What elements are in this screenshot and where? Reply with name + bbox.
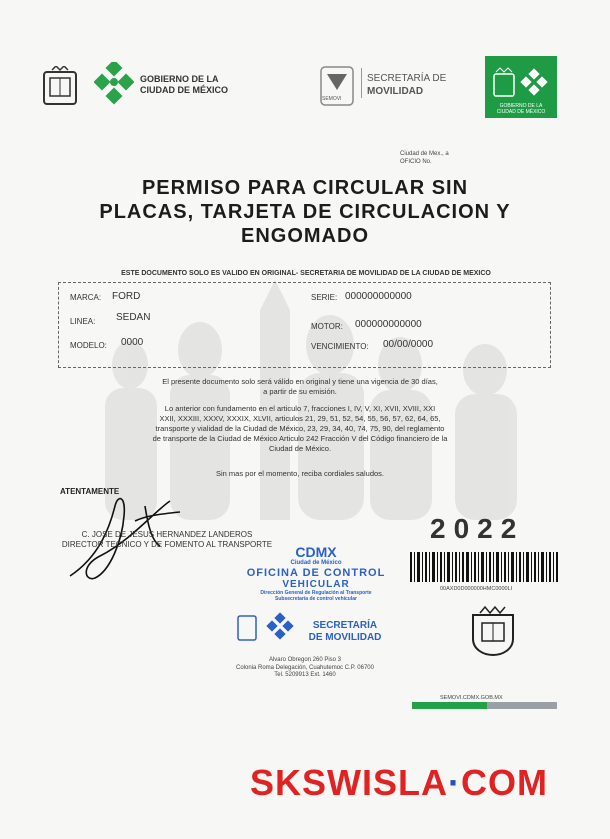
stamp-line7: SECRETARÍA	[312, 620, 378, 631]
motor-value: 000000000000	[355, 319, 422, 330]
green-badge-line1: GOBIERNO DE LA	[499, 103, 543, 109]
stamp-line6: Subsecretaría de control vehicular	[275, 596, 357, 602]
atentamente-label: ATENTAMENTE	[60, 487, 120, 496]
watermark-part1: SKSWISLA	[250, 762, 449, 803]
marca-label: MARCA:	[70, 293, 102, 302]
validity-line2: a partir de su emisión.	[263, 387, 337, 396]
barcode	[410, 552, 558, 582]
green-badge-caption	[487, 103, 555, 115]
footer-gray-bar	[487, 702, 557, 709]
semovi-label: SEMOVI	[322, 96, 342, 102]
office-stamp	[246, 545, 386, 602]
office-address	[220, 657, 390, 680]
cdmx-flower-logo-icon	[94, 62, 134, 106]
watermark-dot: ·	[448, 762, 462, 803]
oficio-number-label: OFICIO No.	[400, 159, 432, 165]
footer-green-bar	[412, 702, 487, 709]
vencimiento-value: 00/00/0000	[383, 339, 434, 350]
green-badge-logos-icon	[490, 66, 552, 102]
stamp-line4: VEHICULAR	[282, 579, 350, 590]
legal-line5: Ciudad de México.	[268, 444, 332, 453]
legal-basis-paragraph	[100, 404, 500, 454]
modelo-label: MODELO:	[70, 341, 107, 350]
barcode-number: 00AXD0D000000HMC0000LI	[440, 586, 513, 592]
linea-value: SEDAN	[116, 312, 151, 323]
stamp-secretaria	[300, 620, 390, 644]
oficio-block	[400, 150, 449, 166]
validity-paragraph	[100, 377, 500, 397]
secretaria-line2: MOVILIDAD	[367, 86, 424, 97]
gov-logo-line1: GOBIERNO DE LA	[140, 74, 219, 84]
stamp-logos-icon	[236, 612, 300, 648]
stamp-line1: CDMX	[295, 544, 337, 560]
closing-paragraph: Sin mas por el momento, reciba cordiales saludos.	[216, 469, 384, 478]
secretaria-text	[367, 72, 446, 98]
address-line2: Colonia Roma Delegación, Cuahutemoc C.P. 06700	[236, 664, 374, 671]
secretaria-line1: SECRETARÍA DE	[367, 73, 447, 84]
legal-line2: XXII, XXXIII, XXXV, XXXIX, XLVII, articulos 21, 29, 51, 52, 54, 55, 56, 57, 62, 64, 65,	[159, 414, 441, 423]
site-watermark	[250, 762, 548, 804]
document-title	[40, 176, 570, 248]
address-line1: Alvaro Obregon 260 Piso 3	[268, 657, 342, 663]
permit-year: 2022	[430, 513, 525, 544]
motor-label: MOTOR:	[311, 322, 343, 331]
serie-value: 000000000000	[345, 291, 412, 302]
modelo-value: 0000	[121, 337, 144, 348]
title-line1: PERMISO PARA CIRCULAR SIN	[141, 177, 469, 199]
legal-line3: transporte y vialidad de la Ciudad de México, 23, 29, 34, 40, 74, 75, 90, del reglamento	[155, 424, 445, 433]
address-line3: Tel. 5209913 Ext. 1460	[274, 672, 336, 678]
header-divider	[361, 68, 362, 98]
signer-name: C. JOSE DE JESUS HERNANDEZ LANDEROS	[81, 530, 253, 539]
legal-line4: de transporte de la Ciudad de México Articulo 242 Fracción V del Código financiero de la	[152, 434, 448, 443]
validity-line1: El presente documento solo será válido en original y tiene una vigencia de 30 días,	[162, 377, 438, 386]
marca-value: FORD	[112, 291, 141, 302]
green-badge-line2: CIUDAD DE MÉXICO	[496, 109, 546, 115]
gov-logo-line2: CIUDAD DE MÉXICO	[140, 85, 229, 95]
serie-label: SERIE:	[311, 293, 338, 302]
oficio-date-label: Ciudad de Mex., a	[400, 151, 449, 157]
stamp-line2: Ciudad de México	[290, 560, 342, 566]
stamp-line3: OFICINA DE CONTROL	[246, 567, 386, 579]
stamp-line5: Dirección General de Regulación al Transporte	[260, 590, 372, 596]
validity-notice: ESTE DOCUMENTO SOLO ES VALIDO EN ORIGINAL- SECRETARIA DE MOVILIDAD DE LA CIUDAD DE MEXICO	[121, 270, 491, 277]
website-url: SEMOVI.CDMX.GOB.MX	[440, 695, 503, 701]
title-line2: PLACAS, TARJETA DE CIRCULACION Y	[99, 201, 511, 223]
signer-position: DIRECTOR TECNICO Y DE FOMENTO AL TRANSPORTE	[61, 540, 273, 549]
linea-label: LINEA:	[70, 317, 96, 326]
gov-logo-text	[140, 74, 228, 96]
title-line3: ENGOMADO	[241, 225, 369, 247]
stamp-line8: DE MOVILIDAD	[308, 632, 382, 643]
mexico-city-shield-icon	[42, 66, 78, 106]
mexico-city-shield-footer-icon	[470, 605, 516, 657]
legal-line1: Lo anterior con fundamento en el articulo 7, fracciones I, IV, V, XI, XVII, XVIII, XXI	[164, 404, 436, 413]
watermark-part2: COM	[461, 762, 549, 803]
vencimiento-label: VENCIMIENTO:	[311, 342, 369, 351]
